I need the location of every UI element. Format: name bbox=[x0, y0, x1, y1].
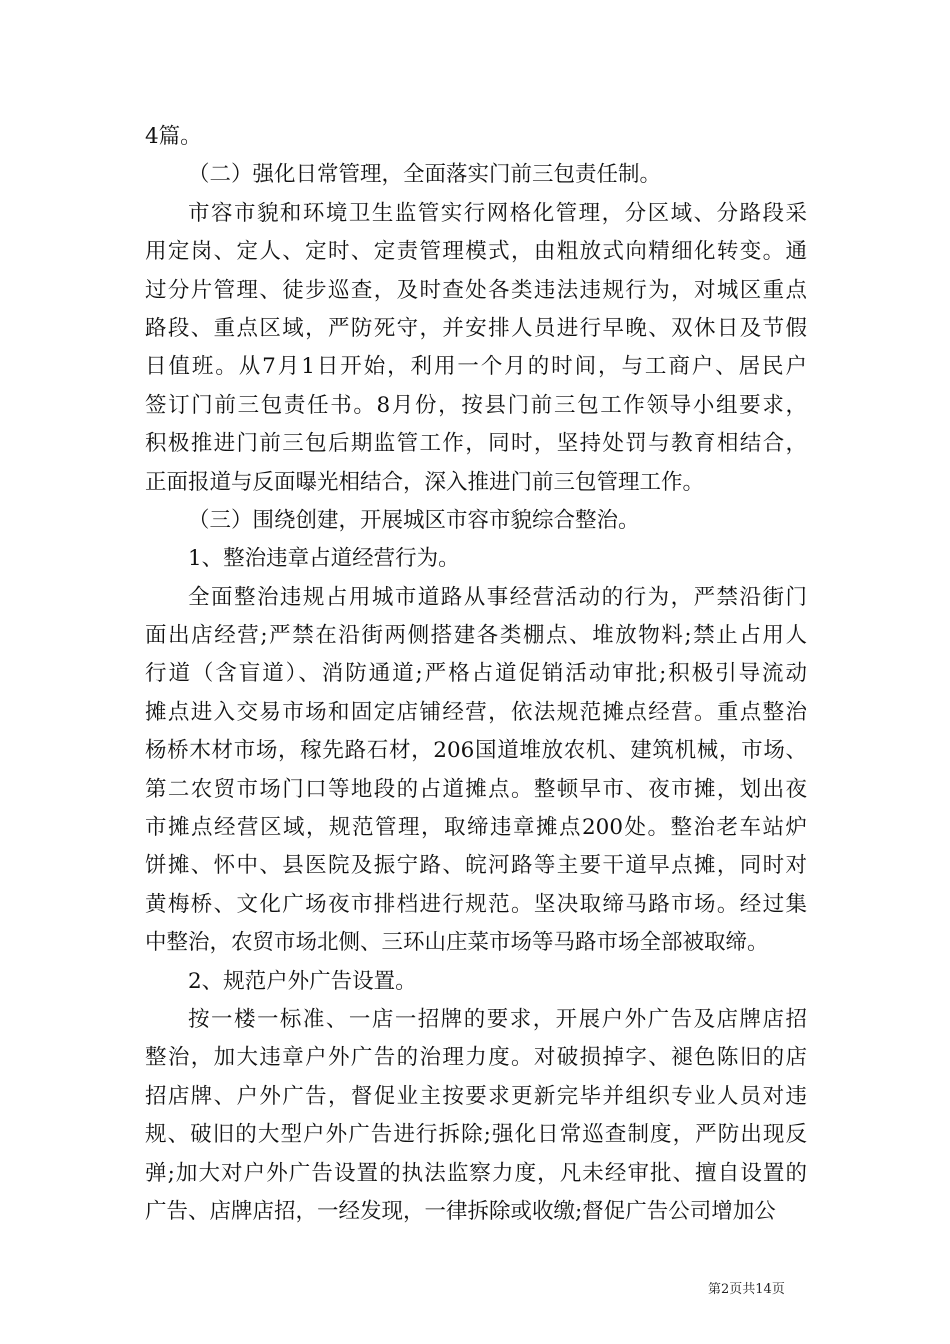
paragraph-p5 bbox=[145, 579, 807, 963]
text-line: （三）围绕创建，开展城区市容市貌综合整治。 bbox=[188, 507, 640, 533]
text-line: 4篇。 bbox=[145, 124, 202, 149]
text-line: 签订门前三包责任书。8月份，按县门前三包工作领导小组要求， bbox=[145, 392, 807, 418]
paragraph-p0 bbox=[145, 118, 807, 156]
page-number-footer: 第2页共14页 bbox=[708, 1282, 785, 1297]
text-line: 第二农贸市场门口等地段的占道摊点。整顿早市、夜市摊，划出夜 bbox=[145, 776, 807, 802]
text-line: 中整治，农贸市场北侧、三环山庄菜市场等马路市场全部被取缔。 bbox=[145, 930, 769, 956]
text-line: 2、规范户外广告设置。 bbox=[188, 968, 417, 994]
document-body bbox=[145, 118, 807, 1231]
text-line: 用定岗、定人、定时、定责管理模式，由粗放式向精细化转变。通 bbox=[145, 239, 807, 265]
paragraph-p1 bbox=[145, 156, 807, 194]
text-line: 积极推进门前三包后期监管工作，同时，坚持处罚与教育相结合， bbox=[145, 431, 807, 457]
text-line: 市摊点经营区域，规范管理，取缔违章摊点200处。整治老车站炉 bbox=[145, 815, 807, 841]
paragraph-p4 bbox=[145, 540, 807, 578]
text-line: 按一楼一标准、一店一招牌的要求，开展户外广告及店牌店招 bbox=[188, 1006, 807, 1032]
text-line: （二）强化日常管理，全面落实门前三包责任制。 bbox=[188, 162, 662, 188]
text-line: 面出店经营;严禁在沿街两侧搭建各类棚点、堆放物料;禁止占用人 bbox=[145, 623, 807, 649]
text-line: 日值班。从7月1日开始，利用一个月的时间，与工商户、居民户 bbox=[145, 354, 807, 380]
text-line: 整治，加大违章户外广告的治理力度。对破损掉字、褪色陈旧的店 bbox=[145, 1045, 807, 1071]
text-line: 摊点进入交易市场和固定店铺经营，依法规范摊点经营。重点整治 bbox=[145, 699, 807, 725]
paragraph-p6 bbox=[145, 963, 807, 1001]
text-line: 招店牌、户外广告，督促业主按要求更新完毕并组织专业人员对违 bbox=[145, 1083, 807, 1109]
text-line: 路段、重点区域，严防死守，并安排人员进行早晚、双休日及节假 bbox=[145, 315, 807, 341]
text-line: 黄梅桥、文化广场夜市排档进行规范。坚决取缔马路市场。经过集 bbox=[145, 891, 807, 917]
text-line: 市容市貌和环境卫生监管实行网格化管理，分区域、分路段采 bbox=[188, 200, 807, 226]
text-line: 过分片管理、徒步巡查，及时查处各类违法违规行为，对城区重点 bbox=[145, 277, 807, 303]
text-line: 弹;加大对户外广告设置的执法监察力度，凡未经审批、擅自设置的 bbox=[145, 1160, 807, 1186]
text-line: 杨桥木材市场，稼先路石材，206国道堆放农机、建筑机械，市场、 bbox=[145, 738, 807, 764]
paragraph-p7 bbox=[145, 1001, 807, 1231]
text-line: 规、破旧的大型户外广告进行拆除;强化日常巡查制度，严防出现反 bbox=[145, 1122, 807, 1148]
paragraph-p2 bbox=[145, 195, 807, 502]
text-line: 广告、店牌店招，一经发现，一律拆除或收缴;督促广告公司增加公 bbox=[145, 1198, 776, 1224]
text-line: 1、整治违章占道经营行为。 bbox=[188, 546, 460, 572]
text-line: 行道（含盲道）、消防通道;严格占道促销活动审批;积极引导流动 bbox=[145, 661, 807, 687]
text-line: 饼摊、怀中、县医院及振宁路、皖河路等主要干道早点摊，同时对 bbox=[145, 853, 807, 879]
text-line: 正面报道与反面曝光相结合，深入推进门前三包管理工作。 bbox=[145, 469, 705, 495]
text-line: 全面整治违规占用城市道路从事经营活动的行为，严禁沿街门 bbox=[188, 584, 807, 610]
paragraph-p3 bbox=[145, 502, 807, 540]
